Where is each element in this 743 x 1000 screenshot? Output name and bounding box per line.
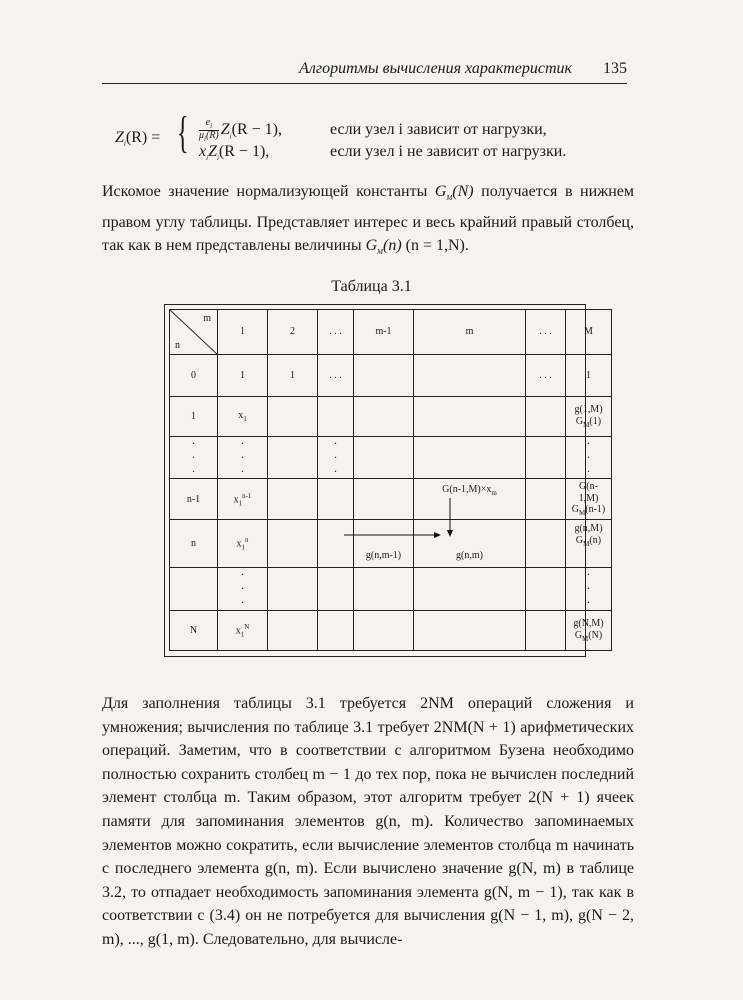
table-row: [170, 397, 612, 437]
formula-case1-expr: $\frac{e_i}{\mu_i(R)}$ $Z_i(R - 1)$,: [199, 117, 282, 143]
table-cell: 1: [566, 355, 612, 397]
table-row: [170, 355, 612, 397]
corner-n-label: n: [175, 339, 180, 351]
running-header: [102, 60, 627, 82]
col-header: M: [566, 310, 612, 355]
header-rule: [102, 83, 627, 84]
col-header: 1: [218, 310, 268, 355]
row-header: 0: [170, 355, 218, 397]
vertical-ellipsis: · · ·: [566, 437, 612, 479]
col-header: . . .: [526, 310, 566, 355]
col-header: m-1: [354, 310, 414, 355]
paragraph-1: Искомое значение нормализующей константы $G_M(N)$ получается в нижнем правом углу таблицы. Представляет интерес и весь крайний правый столбец, так как в нем представлены величины $G_M(n) (n = 1,N)$.: [102, 183, 635, 257]
vertical-ellipsis: · · ·: [318, 437, 354, 479]
vertical-ellipsis: · · ·: [218, 437, 268, 479]
table-cell-m: $G(n-1,M)\times x_m$: [414, 479, 526, 520]
piecewise-formula: [115, 108, 635, 165]
table-row: [170, 610, 612, 650]
row-header: [170, 568, 218, 610]
table-cell: . . .: [526, 355, 566, 397]
table-cell: . . .: [318, 355, 354, 397]
vertical-ellipsis: · · ·: [170, 437, 218, 479]
vertical-ellipsis: · · ·: [566, 568, 612, 610]
table-row-ellipsis: [170, 568, 612, 610]
table-cell-m: g(n,m): [414, 520, 526, 568]
table-header-row: [170, 310, 612, 355]
corner-cell: [170, 310, 218, 355]
table-cell: 1: [218, 355, 268, 397]
table-cell: [414, 355, 526, 397]
row-header: N: [170, 610, 218, 650]
row-header: n: [170, 520, 218, 568]
table-cell-last: g(n,M) $G_M(n)$: [566, 520, 612, 568]
formula-lhs: $Z_i(R)$ =: [115, 129, 161, 149]
page-number: 135: [603, 60, 627, 77]
row-header: 1: [170, 397, 218, 437]
table-cell: 1: [268, 355, 318, 397]
formula-case2-expr: $x_iZ_i(R - 1)$,: [199, 143, 270, 163]
formula-case1-cond: если узел i зависит от нагрузки,: [330, 121, 547, 138]
table-cell: [354, 355, 414, 397]
col-header: . . .: [318, 310, 354, 355]
header-title: Алгоритмы вычисления характеристик: [299, 60, 572, 77]
col-header: m: [414, 310, 526, 355]
paragraph-2: Для заполнения таблицы 3.1 требуется 2NM операций сложения и умножения; вычисления по таблице 3.1 требует 2NM(N + 1) арифметических операций. Заметим, что в соответствии с алгоритмом Бузена необходимо полностью сохранить столбец m − 1 до тех пор, пока не вычислен последний элемент столбца m. Таким образом, этот алгоритм требует 2(N + 1) ячеек памяти для запоминания элементов g(n, m). Количество запоминаемых элементов можно сократить, если вычисление элементов столбца m начинать с последнего элемента g(n, m). Если вычислено значение g(N, m) в таблице 3.2, то отпадает необходимость запоминания элемента g(N, m − 1), так как в соответствии с (3.4) он не потребуется для вычисления g(N − 1, m), g(N − 2, m), ..., g(1, m). Следовательно, для вычисле-: [102, 695, 634, 948]
table-cell-last: g(1,M) $G_M(1)$: [566, 397, 612, 437]
table-caption: Таблица 3.1: [331, 278, 412, 295]
table-cell-x: $x_1^{n-1}$: [218, 479, 268, 520]
table-cell-last: G(n- 1,M) $G_M(n-1)$: [566, 479, 612, 520]
table-cell-last: g(N,M) $G_M(N)$: [566, 610, 612, 650]
table-row-ellipsis: [170, 437, 612, 479]
table-arrows: [330, 490, 470, 550]
corner-m-label: m: [203, 313, 211, 324]
formula-fraction: $\frac{e_i}{\mu_i(R)}$: [199, 117, 219, 143]
table-cell-x: $x_1^N$: [218, 610, 268, 650]
table-cell-x: $x_1^n$: [218, 520, 268, 568]
formula-brace: {: [177, 108, 189, 157]
buzen-table: [169, 309, 612, 651]
table-cell-x: $x_1$: [218, 397, 268, 437]
row-header: n-1: [170, 479, 218, 520]
col-header: 2: [268, 310, 318, 355]
vertical-ellipsis: · · ·: [218, 568, 268, 610]
formula-case2-cond: если узел i не зависит от нагрузки.: [330, 143, 567, 160]
table-cell-m1: g(n,m-1): [354, 520, 414, 568]
